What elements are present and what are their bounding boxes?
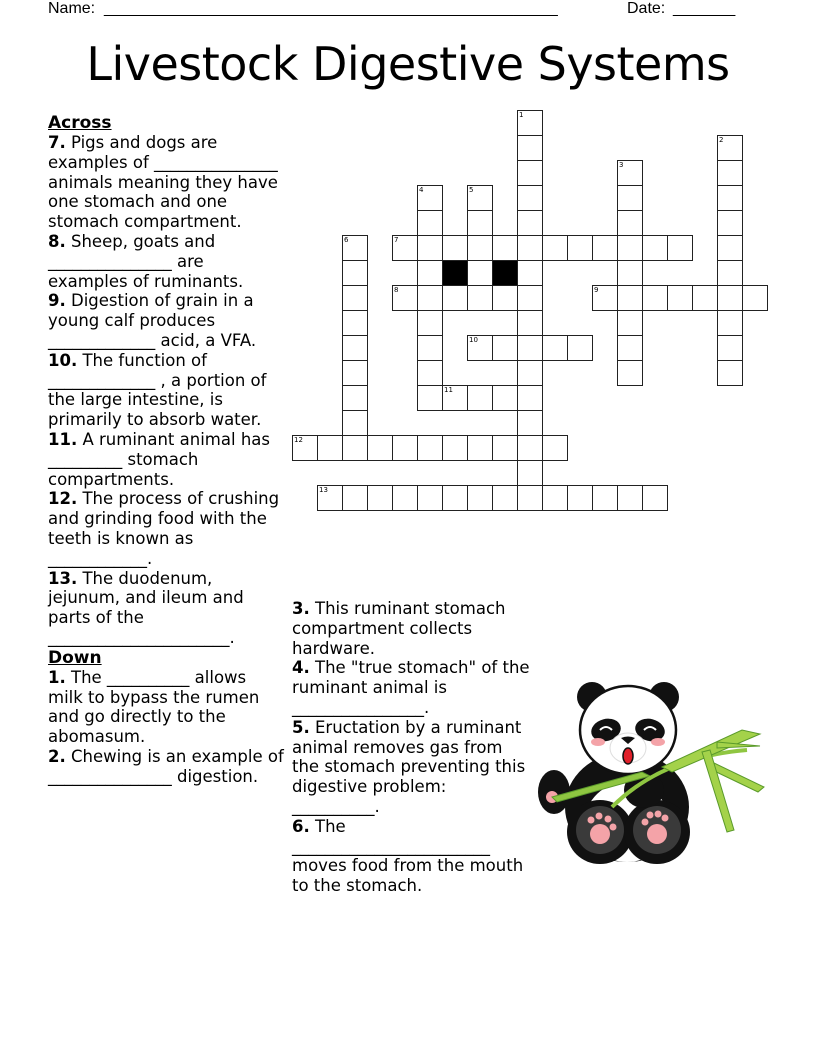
cell-number: 11 [444, 386, 453, 394]
grid-cell[interactable] [617, 185, 643, 211]
grid-cell[interactable] [492, 435, 518, 461]
grid-cell[interactable] [542, 335, 568, 361]
grid-cell[interactable] [342, 285, 368, 311]
grid-cell[interactable] [642, 485, 668, 511]
grid-cell[interactable] [592, 485, 618, 511]
grid-cell[interactable] [292, 435, 318, 461]
grid-cell[interactable] [517, 285, 543, 311]
grid-cell[interactable] [417, 335, 443, 361]
clue-text: The function of _____________ , a portion of the large intestine, is primarily to absorb water. [48, 350, 267, 430]
grid-cell[interactable] [717, 235, 743, 261]
grid-cell[interactable] [342, 310, 368, 336]
grid-cell[interactable] [492, 485, 518, 511]
grid-cell[interactable] [492, 385, 518, 411]
grid-cell[interactable] [317, 485, 343, 511]
clue-number: 12. [48, 489, 78, 509]
cell-number: 13 [319, 486, 328, 494]
grid-cell[interactable] [442, 385, 468, 411]
name-field[interactable]: ___________________________________________________ [104, 0, 558, 17]
clue-number: 13. [48, 568, 78, 588]
clue-text: A ruminant animal has _________ stomach compartments. [48, 429, 270, 489]
grid-cell[interactable] [442, 285, 468, 311]
grid-cell[interactable] [717, 185, 743, 211]
grid-cell[interactable] [517, 235, 543, 261]
clue-down-6 [292, 817, 532, 896]
grid-cell[interactable] [517, 110, 543, 136]
clue-text: The process of crushing and grinding food with the teeth is known as ____________. [48, 489, 280, 568]
clue-number: 6. [292, 816, 310, 836]
clue-down-5 [292, 718, 532, 817]
cell-number: 10 [469, 336, 478, 344]
date-field[interactable]: _______ [673, 0, 736, 17]
cell-number: 1 [519, 111, 524, 119]
across-heading: Across [48, 113, 112, 133]
clue-number: 1. [48, 667, 66, 687]
clue-across-10 [48, 351, 284, 430]
cell-number: 3 [619, 161, 624, 169]
clue-text: Pigs and dogs are examples of _______________ animals meaning they have one stomach and one stomach compartment. [48, 133, 278, 232]
grid-cell[interactable] [417, 435, 443, 461]
grid-cell[interactable] [342, 335, 368, 361]
grid-cell[interactable] [417, 235, 443, 261]
page-title: Livestock Digestive Systems [86, 37, 730, 91]
cell-number: 7 [394, 236, 399, 244]
grid-cell[interactable] [717, 135, 743, 161]
grid-cell[interactable] [717, 360, 743, 386]
name-label: Name: [48, 0, 96, 17]
panda-illustration [532, 672, 772, 872]
grid-cell[interactable] [442, 485, 468, 511]
grid-cell[interactable] [392, 435, 418, 461]
grid-cell[interactable] [517, 160, 543, 186]
down-heading: Down [48, 647, 102, 668]
clue-number: 9. [48, 291, 66, 311]
grid-cell[interactable] [717, 260, 743, 286]
grid-cell[interactable] [342, 235, 368, 261]
grid-cell[interactable] [442, 235, 468, 261]
grid-cell[interactable] [342, 435, 368, 461]
grid-cell[interactable] [342, 260, 368, 286]
grid-cell[interactable] [417, 360, 443, 386]
cell-number: 8 [394, 286, 399, 294]
grid-cell[interactable] [467, 285, 493, 311]
grid-cell[interactable] [417, 260, 443, 286]
clue-across-9 [48, 291, 284, 350]
cell-number: 4 [419, 186, 424, 194]
grid-cell[interactable] [517, 385, 543, 411]
worksheet-header [48, 0, 748, 20]
grid-cell[interactable] [367, 485, 393, 511]
grid-cell[interactable] [442, 435, 468, 461]
grid-cell-black [492, 260, 518, 286]
grid-cell[interactable] [392, 235, 418, 261]
clue-across-7 [48, 133, 284, 232]
grid-cell[interactable] [517, 410, 543, 436]
clue-number: 3. [292, 599, 310, 618]
clues-column-left [48, 113, 284, 787]
grid-cell-black [442, 260, 468, 286]
clue-across-11 [48, 430, 284, 489]
grid-cell[interactable] [592, 285, 618, 311]
grid-cell[interactable] [617, 235, 643, 261]
grid-cell[interactable] [492, 235, 518, 261]
clue-text: The ________________________ moves food from the mouth to the stomach. [292, 816, 524, 896]
clue-number: 11. [48, 429, 78, 449]
grid-cell[interactable] [417, 485, 443, 511]
grid-cell[interactable] [542, 485, 568, 511]
grid-cell[interactable] [717, 210, 743, 236]
cell-number: 5 [469, 186, 474, 194]
grid-cell[interactable] [467, 435, 493, 461]
grid-cell[interactable] [467, 385, 493, 411]
cell-number: 12 [294, 436, 303, 444]
clue-across-12 [48, 489, 284, 568]
grid-cell[interactable] [367, 435, 393, 461]
grid-cell[interactable] [517, 435, 543, 461]
grid-cell[interactable] [342, 385, 368, 411]
clue-down-4 [292, 658, 532, 717]
grid-cell[interactable] [542, 235, 568, 261]
grid-cell[interactable] [342, 485, 368, 511]
grid-cell[interactable] [417, 310, 443, 336]
grid-cell[interactable] [317, 435, 343, 461]
grid-cell[interactable] [467, 335, 493, 361]
clue-down-1 [48, 668, 284, 747]
grid-cell[interactable] [617, 285, 643, 311]
grid-cell[interactable] [517, 335, 543, 361]
grid-cell[interactable] [517, 210, 543, 236]
grid-cell[interactable] [517, 260, 543, 286]
clue-text: The "true stomach" of the ruminant animal is ________________. [292, 658, 530, 717]
grid-cell[interactable] [467, 485, 493, 511]
grid-cell[interactable] [517, 485, 543, 511]
grid-cell[interactable] [617, 210, 643, 236]
clue-number: 5. [292, 717, 310, 737]
grid-cell[interactable] [592, 235, 618, 261]
clue-number: 2. [48, 746, 66, 766]
grid-cell[interactable] [517, 460, 543, 486]
clue-number: 4. [292, 658, 310, 678]
grid-cell[interactable] [467, 210, 493, 236]
grid-cell[interactable] [517, 310, 543, 336]
grid-cell[interactable] [567, 335, 593, 361]
grid-cell[interactable] [742, 285, 768, 311]
clue-down-3 [292, 599, 532, 658]
grid-cell[interactable] [392, 485, 418, 511]
crossword-grid [292, 110, 768, 511]
grid-cell[interactable] [617, 160, 643, 186]
grid-cell[interactable] [717, 285, 743, 311]
grid-cell[interactable] [417, 385, 443, 411]
date-label: Date: [627, 0, 666, 17]
grid-cell[interactable] [517, 185, 543, 211]
grid-cell[interactable] [667, 235, 693, 261]
grid-cell[interactable] [417, 210, 443, 236]
grid-cell[interactable] [642, 285, 668, 311]
grid-cell[interactable] [492, 285, 518, 311]
grid-cell[interactable] [567, 235, 593, 261]
clue-text: This ruminant stomach compartment collects hardware. [292, 599, 506, 658]
clue-text: Chewing is an example of _______________ digestion. [48, 746, 284, 786]
grid-cell[interactable] [417, 285, 443, 311]
clue-number: 8. [48, 231, 66, 251]
grid-cell[interactable] [342, 360, 368, 386]
grid-cell[interactable] [492, 335, 518, 361]
cell-number: 2 [719, 136, 724, 144]
grid-cell[interactable] [467, 260, 493, 286]
grid-cell[interactable] [717, 310, 743, 336]
clue-across-8 [48, 232, 284, 291]
grid-cell[interactable] [617, 310, 643, 336]
grid-cell[interactable] [667, 285, 693, 311]
grid-cell[interactable] [517, 135, 543, 161]
clue-text: The duodenum, jejunum, and ileum and parts of the ______________________. [48, 568, 244, 647]
cell-number: 6 [344, 236, 349, 244]
cell-number: 9 [594, 286, 599, 294]
grid-cell[interactable] [517, 360, 543, 386]
grid-cell[interactable] [642, 235, 668, 261]
grid-cell[interactable] [617, 260, 643, 286]
grid-cell[interactable] [542, 435, 568, 461]
clue-number: 7. [48, 133, 66, 152]
grid-cell[interactable] [717, 160, 743, 186]
grid-cell[interactable] [692, 285, 718, 311]
clue-down-2 [48, 747, 284, 787]
grid-cell[interactable] [567, 485, 593, 511]
clue-text: The __________ allows milk to bypass the rumen and go directly to the abomasum. [48, 667, 260, 747]
grid-cell[interactable] [392, 285, 418, 311]
grid-cell[interactable] [467, 235, 493, 261]
clue-text: Digestion of grain in a young calf produces _____________ acid, a VFA. [48, 291, 257, 350]
grid-cell[interactable] [717, 335, 743, 361]
clues-column-middle [292, 599, 532, 896]
clue-across-13 [48, 569, 284, 648]
grid-cell[interactable] [417, 185, 443, 211]
grid-cell[interactable] [342, 410, 368, 436]
grid-cell[interactable] [617, 335, 643, 361]
grid-cell[interactable] [617, 360, 643, 386]
clue-text: Sheep, goats and _______________ are examples of ruminants. [48, 231, 244, 291]
clue-text: Eructation by a ruminant animal removes gas from the stomach preventing this digestive problem: __________. [292, 717, 526, 816]
clue-number: 10. [48, 350, 78, 370]
grid-cell[interactable] [467, 185, 493, 211]
grid-cell[interactable] [617, 485, 643, 511]
